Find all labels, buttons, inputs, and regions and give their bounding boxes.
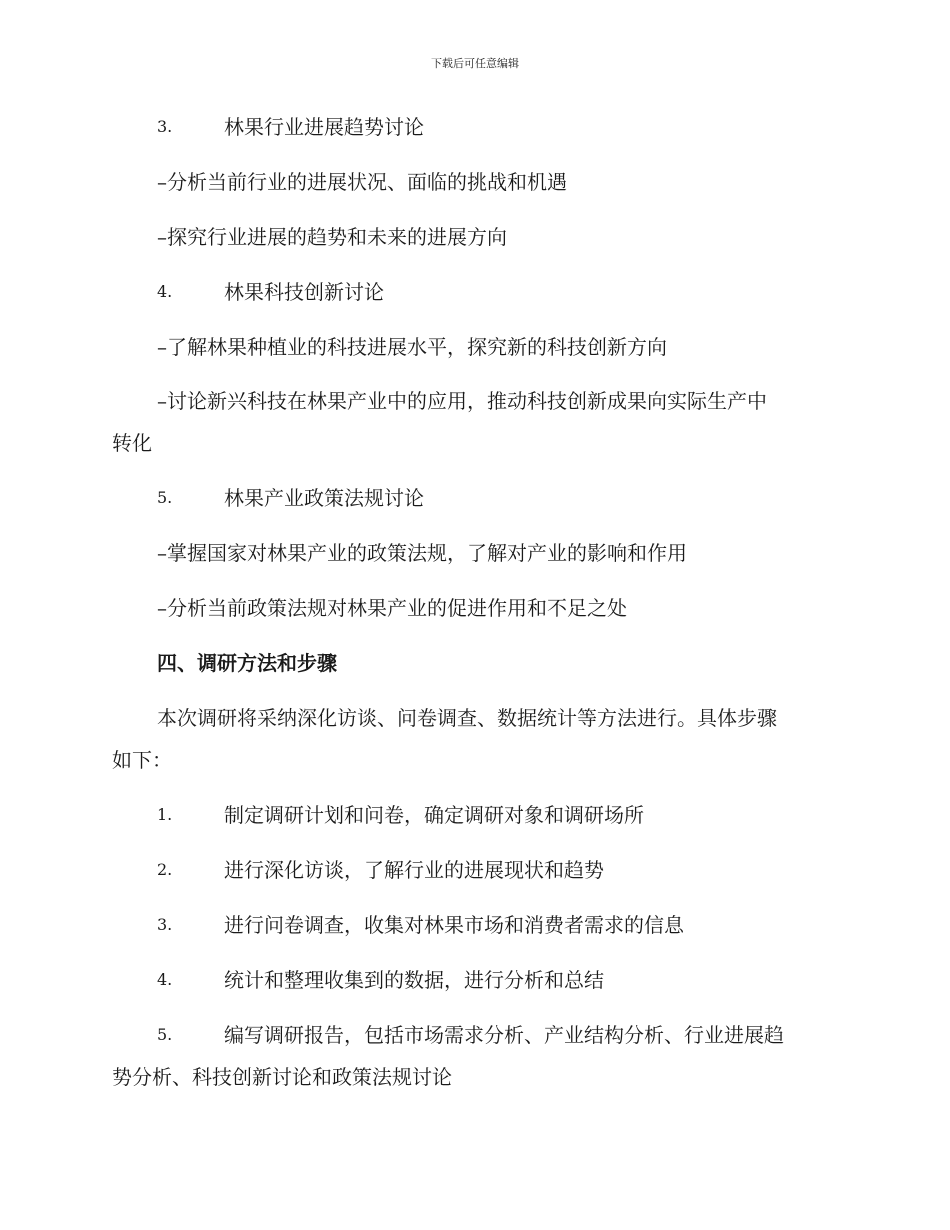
bullet-4-1: –了解林果种植业的科技进展水平，探究新的科技创新方向 xyxy=(157,335,667,359)
step-text: 制定调研计划和问卷，确定调研对象和调研场所 xyxy=(224,803,644,827)
intro-paragraph-continued: 如下： xyxy=(112,748,172,772)
bullet-4-2: –讨论新兴科技在林果产业中的应用，推动科技创新成果向实际生产中 xyxy=(157,389,767,413)
step-number: 3. xyxy=(157,915,173,934)
bullet-4-2-continued: 转化 xyxy=(112,431,152,455)
bullet-3-2: –探究行业进展的趋势和未来的进展方向 xyxy=(157,225,507,249)
bullet-3-1: –分析当前行业的进展状况、面临的挑战和机遇 xyxy=(157,170,567,194)
step-text: 进行深化访谈，了解行业的进展现状和趋势 xyxy=(224,858,604,882)
step-text: 统计和整理收集到的数据，进行分析和总结 xyxy=(224,968,604,992)
section-5-title: 林果产业政策法规讨论 xyxy=(224,486,424,510)
step-number: 1. xyxy=(157,805,173,824)
step-number: 5. xyxy=(157,1025,173,1044)
section-heading-methods: 四、调研方法和步骤 xyxy=(157,651,337,675)
section-4-number: 4. xyxy=(157,282,173,301)
step-number: 4. xyxy=(157,970,173,989)
section-3-number: 3. xyxy=(157,117,173,136)
section-4-title: 林果科技创新讨论 xyxy=(224,280,384,304)
page-header: 下载后可任意编辑 xyxy=(431,57,519,70)
step-number: 2. xyxy=(157,860,173,879)
step-text: 进行问卷调查，收集对林果市场和消费者需求的信息 xyxy=(224,913,684,937)
bullet-5-1: –掌握国家对林果产业的政策法规，了解对产业的影响和作用 xyxy=(157,541,687,565)
step-5-continued: 势分析、科技创新讨论和政策法规讨论 xyxy=(112,1065,452,1089)
intro-paragraph: 本次调研将采纳深化访谈、问卷调查、数据统计等方法进行。具体步骤 xyxy=(157,706,777,730)
section-3-title: 林果行业进展趋势讨论 xyxy=(224,115,424,139)
section-5-number: 5. xyxy=(157,488,173,507)
step-text: 编写调研报告，包括市场需求分析、产业结构分析、行业进展趋 xyxy=(224,1023,784,1047)
bullet-5-2: –分析当前政策法规对林果产业的促进作用和不足之处 xyxy=(157,596,627,620)
